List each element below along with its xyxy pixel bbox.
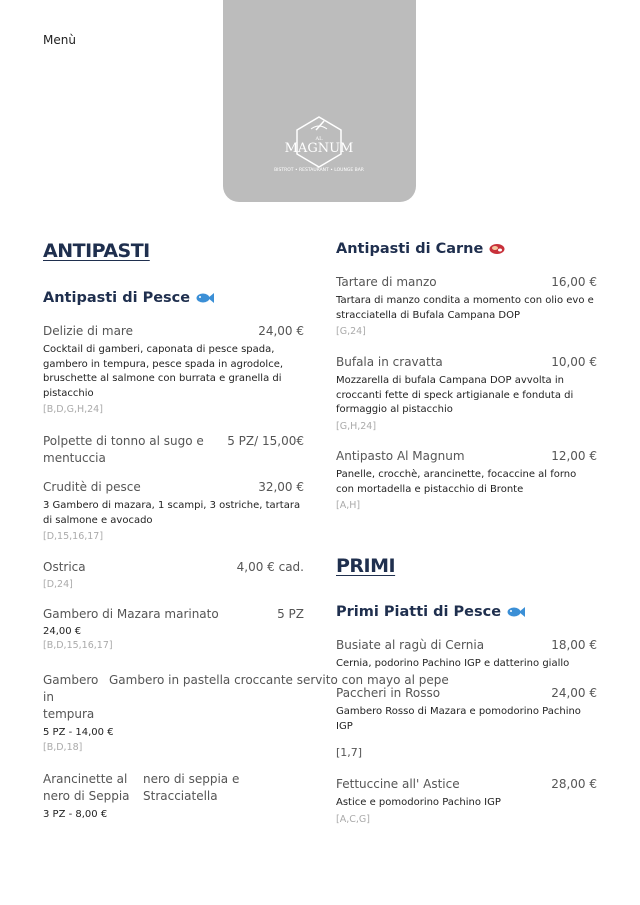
menu-item bbox=[336, 449, 597, 511]
item-price-extra: 5 PZ - 14,00 € bbox=[43, 727, 114, 738]
item-allergens: [B,D,18] bbox=[43, 742, 83, 753]
item-price: 18,00 € bbox=[551, 638, 597, 652]
item-description: Mozzarella di bufala Campana DOP avvolta in croccanti fette di speck artigianale e fonduta di formaggio al pistacchio bbox=[336, 375, 574, 415]
section-title-primi: PRIMI bbox=[336, 555, 396, 577]
item-allergens: [A,H] bbox=[336, 500, 361, 511]
menu-item bbox=[43, 433, 304, 467]
item-name: Fettuccine all' Astice bbox=[336, 777, 460, 791]
item-name: Gambero di Mazara marinato bbox=[43, 607, 219, 621]
item-description: Cernia, podorino Pachino IGP e datterino giallo bbox=[336, 658, 570, 669]
item-price: 28,00 € bbox=[551, 777, 597, 791]
item-name: Paccheri in Rosso bbox=[336, 686, 441, 700]
item-price: 5 PZ/ 15,00€ bbox=[227, 434, 304, 448]
item-description: Gambero Rosso di Mazara e pomodorino Pachino IGP bbox=[336, 706, 581, 732]
item-name: Cruditè di pesce bbox=[43, 480, 141, 494]
menu-item bbox=[43, 607, 304, 651]
item-allergens: [G,H,24] bbox=[336, 420, 377, 432]
magnum-logo bbox=[223, 0, 416, 202]
item-name: Tartare di manzo bbox=[336, 275, 437, 289]
item-description: Gambero in pastella croccante servito con mayo al pepe bbox=[109, 673, 449, 687]
item-allergens: [1,7] bbox=[336, 746, 363, 759]
item-description: Cocktail di gamberi, caponata di pesce spada, gambero in tempura, pesce spada in agrodolce, bruschette al salmone con burrata e granella di pistacchio bbox=[43, 344, 284, 399]
item-price-extra: 3 PZ - 8,00 € bbox=[43, 809, 108, 820]
svg-text:MAGNUM: MAGNUM bbox=[284, 141, 354, 156]
menu-item bbox=[43, 324, 304, 415]
item-name: Arancinette al nero di Seppia bbox=[43, 772, 130, 803]
svg-text:BISTROT • RESTAURANT • LOUNGE: BISTROT • RESTAURANT • LOUNGE BAR bbox=[274, 168, 364, 173]
item-allergens: [D,15,16,17] bbox=[43, 531, 104, 542]
item-description: Panelle, crocchè, arancinette, focaccine al forno con mortadella e pistacchio di Bronte bbox=[336, 469, 577, 495]
section-title-antipasti: ANTIPASTI bbox=[43, 240, 150, 262]
svg-text:AL: AL bbox=[315, 136, 323, 142]
item-price: 16,00 € bbox=[551, 275, 597, 289]
item-description: nero di seppia e Stracciatella bbox=[143, 772, 240, 803]
item-name: Antipasto Al Magnum bbox=[336, 449, 465, 463]
category-antipasti-carne: Antipasti di Carne bbox=[336, 241, 505, 257]
item-name: Gambero in tempura bbox=[43, 673, 99, 721]
menu-item bbox=[336, 686, 597, 759]
meat-icon bbox=[489, 243, 505, 255]
item-price: 4,00 € cad. bbox=[236, 560, 304, 574]
item-description: Tartara di manzo condita a momento con olio evo e stracciatella di Bufala Campana DOP bbox=[336, 295, 594, 321]
fish-icon bbox=[196, 292, 214, 304]
item-price: 12,00 € bbox=[551, 449, 597, 463]
fish-icon bbox=[507, 606, 525, 618]
menu-item bbox=[336, 275, 597, 337]
item-name: Busiate al ragù di Cernia bbox=[336, 638, 485, 652]
item-price: 10,00 € bbox=[551, 355, 597, 369]
item-description: Astice e pomodorino Pachino IGP bbox=[336, 797, 501, 808]
menu-item bbox=[43, 560, 304, 590]
menu-item bbox=[336, 638, 597, 672]
item-description: 3 Gambero di mazara, 1 scampi, 3 ostriche, tartara di salmone e avocado bbox=[43, 500, 301, 526]
menu-item bbox=[336, 355, 597, 432]
menu-item bbox=[336, 777, 597, 825]
menu-item bbox=[43, 771, 304, 820]
item-price-extra: 24,00 € bbox=[43, 626, 82, 637]
category-primi-pesce: Primi Piatti di Pesce bbox=[336, 604, 525, 620]
item-price: 24,00 € bbox=[258, 324, 304, 338]
item-name: Polpette di tonno al sugo e mentuccia bbox=[43, 434, 204, 465]
item-allergens: [B,D,G,H,24] bbox=[43, 404, 103, 415]
category-antipasti-pesce: Antipasti di Pesce bbox=[43, 290, 214, 306]
menu-link[interactable]: Menù bbox=[43, 33, 76, 47]
logo-block bbox=[223, 0, 416, 202]
item-name: Bufala in cravatta bbox=[336, 355, 443, 369]
item-price: 5 PZ bbox=[277, 607, 304, 621]
item-allergens: [A,C,G] bbox=[336, 813, 370, 825]
item-price: 32,00 € bbox=[258, 480, 304, 494]
item-price: 24,00 € bbox=[551, 686, 597, 700]
item-allergens: [B,D,15,16,17] bbox=[43, 640, 113, 651]
item-name: Delizie di mare bbox=[43, 324, 133, 338]
menu-item bbox=[43, 480, 304, 542]
item-name: Ostrica bbox=[43, 560, 86, 574]
item-allergens: [D,24] bbox=[43, 579, 73, 590]
item-allergens: [G,24] bbox=[336, 326, 366, 337]
